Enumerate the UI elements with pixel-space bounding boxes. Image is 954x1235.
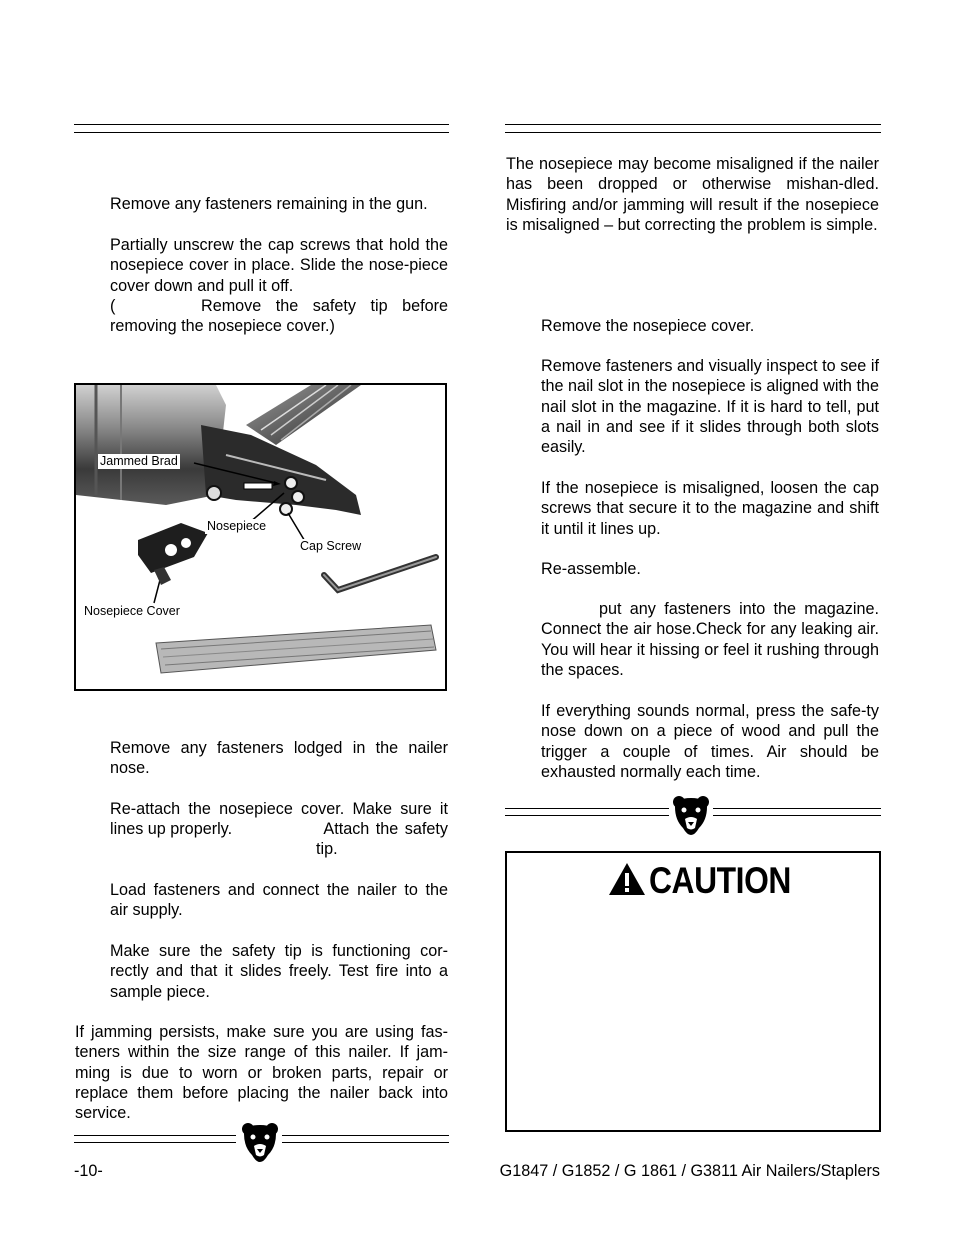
bear-logo-icon: [240, 1122, 280, 1164]
label-nosepiece-cover: Nosepiece Cover: [84, 604, 180, 618]
nailer-photo: [76, 385, 445, 689]
caution-title: CAUTION: [649, 860, 791, 901]
warning-triangle-icon: [607, 861, 647, 897]
left-step-3: Remove any fasteners lodged in the nailer nose.: [110, 739, 448, 778]
jammed-nailer-figure: [74, 383, 447, 691]
right-step-1: Remove the nosepiece cover.: [541, 317, 755, 335]
right-step-3: If the nosepiece is misaligned, loosen the cap screws that secure it to the magazine and shift it until it lines up.: [541, 479, 879, 538]
page-number: -10-: [74, 1162, 103, 1180]
left-closing-paragraph: If jamming persists, make sure you are using fas-teners within the size range of this nailer. If jam-ming is due to worn or broken parts, repair or replace them before placing the nailer back into service.: [75, 1023, 448, 1123]
left-footer-rule-b: [282, 1135, 449, 1143]
footer-model-text: G1847 / G1852 / G 1861 / G3811 Air Nailers/Staplers: [499, 1162, 880, 1180]
left-step-2-note: Remove the safety tip before removing the nosepiece cover.): [110, 297, 448, 336]
right-section-rule: [505, 124, 881, 133]
right-intro: The nosepiece may become misaligned if the nailer has been dropped or otherwise mishan-dled. Misfiring and/or jamming will result if the nosepiece is misaligned – but correcting the problem is simple.: [506, 155, 879, 234]
left-step-5: Load fasteners and connect the nailer to the air supply.: [110, 881, 448, 920]
left-section-rule: [74, 124, 449, 133]
right-step-4: Re-assemble.: [541, 560, 641, 578]
left-step-4a: Re-attach the nosepiece cover. Make sure it lines up properly.: [110, 800, 448, 839]
left-step-6: Make sure the safety tip is functioning cor-rectly and that it slides freely. Test fire into a sample piece.: [110, 942, 448, 1001]
caution-box: [505, 851, 881, 1132]
left-footer-rule-a: [74, 1135, 236, 1143]
bear-logo-icon: [671, 795, 711, 837]
label-jammed-brad: Jammed Brad: [100, 454, 178, 468]
left-step-1: Remove any fasteners remaining in the gun.: [110, 195, 428, 213]
label-nosepiece: Nosepiece: [207, 519, 267, 533]
left-step-4b: Attach the safety tip.: [316, 820, 448, 859]
label-cap-screw: Cap Screw: [300, 539, 362, 553]
right-step-5: put any fasteners into the magazine. Connect the air hose.Check for any leaking air. You will hear it hissing or feel it rushing through the spaces.: [541, 600, 879, 679]
right-step-6: If everything sounds normal, press the safe-ty nose down on a piece of wood and pull the trigger a couple of times. Air should be exhausted normally each time.: [541, 702, 879, 781]
right-divider-rule-b: [713, 808, 881, 816]
right-divider-rule-a: [505, 808, 669, 816]
left-step-2: Partially unscrew the cap screws that hold the nosepiece cover in place. Slide the nose-piece cover down and pull it off.: [110, 236, 448, 295]
left-step-2-note-paren: (: [110, 297, 116, 315]
right-step-2: Remove fasteners and visually inspect to see if the nail slot in the nosepiece is aligned with the nail slot in the magazine. If it is hard to tell, put a nail in and see if it slides through both slots easily.: [541, 357, 879, 457]
